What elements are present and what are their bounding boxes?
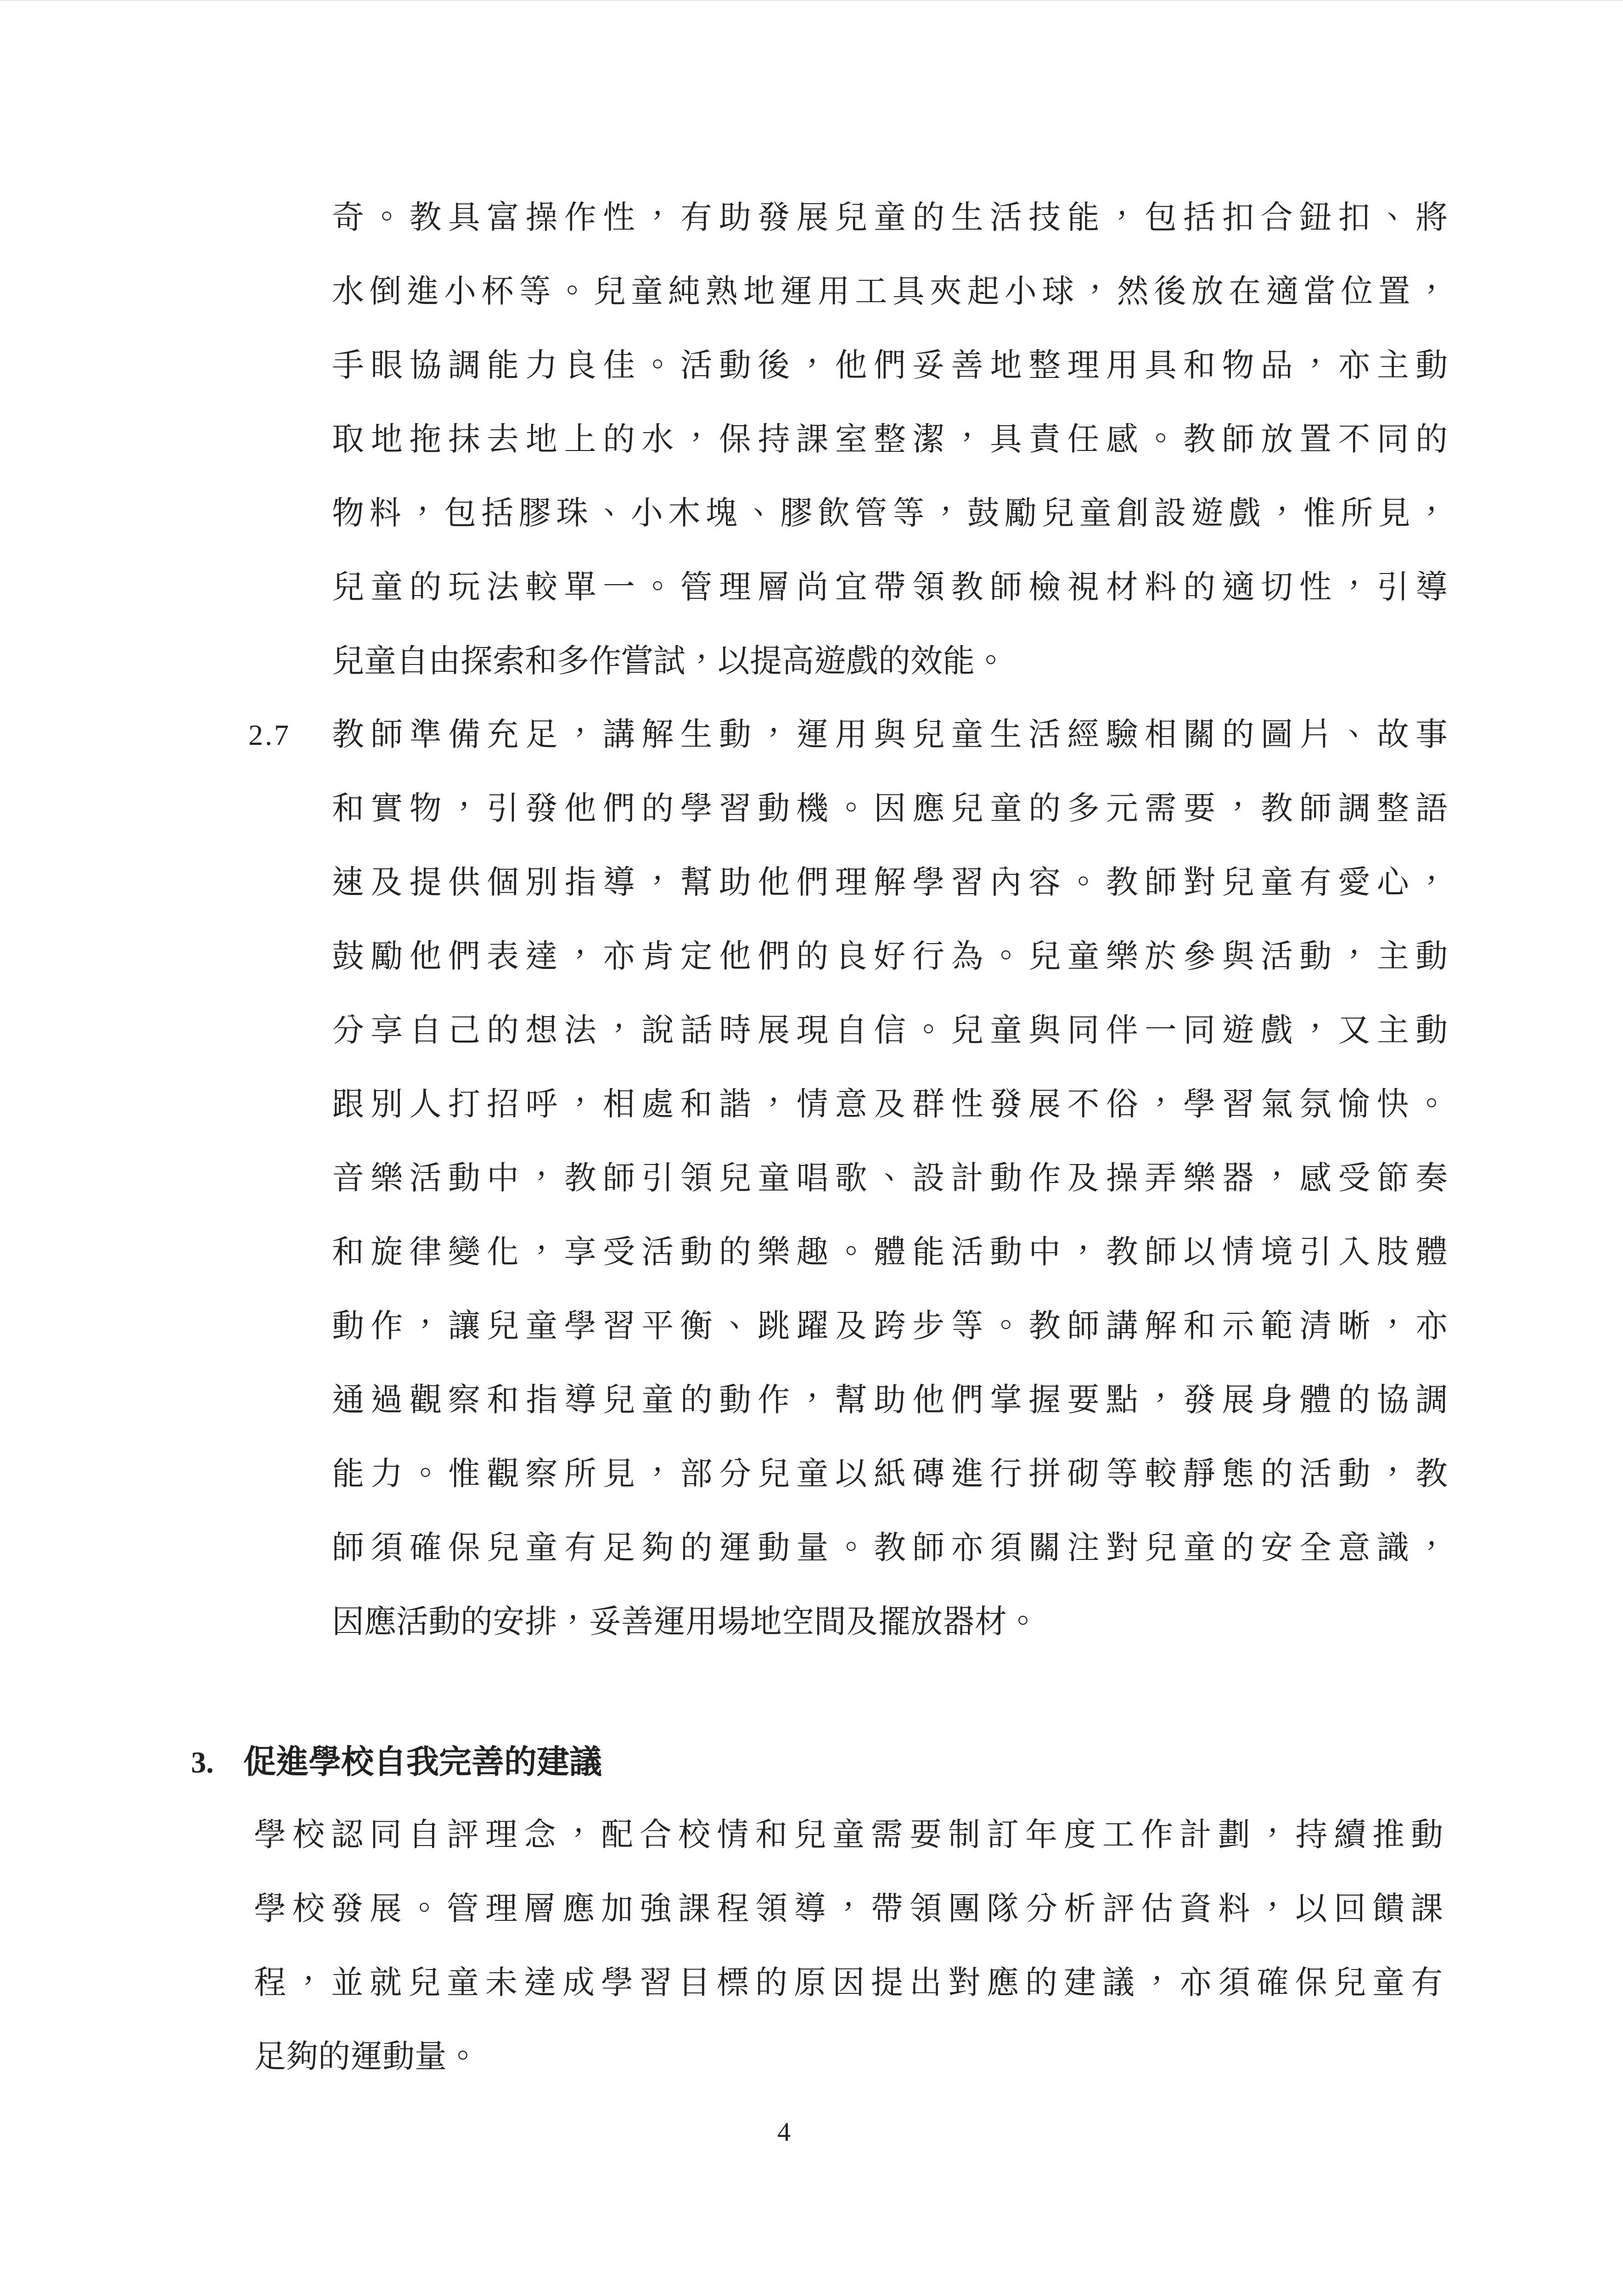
text-line: 水倒進小杯等。兒童純熟地運用工具夾起小球，然後放在適當位置， — [332, 274, 1448, 310]
text-line: 兒童的玩法較單一。管理層尚宜帶領教師檢視材料的適切性，引導 — [332, 570, 1448, 605]
paragraph-item-2-7 — [248, 698, 1448, 1659]
text-line: 物料，包括膠珠、小木塊、膠飲管等，鼓勵兒童創設遊戲，惟所見， — [332, 496, 1448, 531]
text-line: 師須確保兒童有足夠的運動量。教師亦須關注對兒童的安全意識， — [332, 1531, 1448, 1566]
text-line: 能力。惟觀察所見，部分兒童以紙磚進行拼砌等較靜態的活動，教 — [332, 1457, 1448, 1492]
section-3-paragraph — [254, 1798, 1443, 2094]
paragraph-2-6-continuation — [332, 181, 1448, 698]
text-line: 和旋律變化，享受活動的樂趣。體能活動中，教師以情境引入肢體 — [332, 1235, 1448, 1270]
text-line: 跟別人打招呼，相處和諧，情意及群性發展不俗，學習氣氛愉快。 — [332, 1087, 1448, 1122]
text-line: 分享自己的想法，說話時展現自信。兒童與同伴一同遊戲，又主動 — [332, 1013, 1448, 1048]
section-3-heading — [191, 1726, 1483, 1800]
text-line: 學校發展。管理層應加強課程領導，帶領團隊分析評估資料，以回饋課 — [254, 1891, 1443, 1927]
text-line: 音樂活動中，教師引領兒童唱歌、設計動作及操弄樂器，感受節奏 — [332, 1161, 1448, 1196]
text-line: 教師準備充足，講解生動，運用與兒童生活經驗相關的圖片、故事 — [332, 717, 1448, 753]
text-line: 足夠的運動量。 — [254, 2039, 479, 2075]
text-line: 取地拖抹去地上的水，保持課室整潔，具責任感。教師放置不同的 — [332, 422, 1448, 457]
text-line: 程，並就兒童未達成學習目標的原因提出對應的建議，亦須確保兒童有 — [254, 1965, 1443, 2001]
text-line: 兒童自由探索和多作嘗試，以提高遊戲的效能。 — [332, 644, 1007, 679]
text-line: 通過觀察和指導兒童的動作，幫助他們掌握要點，發展身體的協調 — [332, 1383, 1448, 1418]
item-number-2-7: 2.7 — [248, 719, 291, 751]
text-line: 速及提供個別指導，幫助他們理解學習內容。教師對兒童有愛心， — [332, 865, 1448, 900]
text-line: 鼓勵他們表達，亦肯定他們的良好行為。兒童樂於參與活動，主動 — [332, 939, 1448, 974]
section-3-title: 促進學校自我完善的建議 — [243, 1745, 602, 1780]
text-line: 因應活動的安排，妥善運用場地空間及擺放器材。 — [332, 1604, 1039, 1640]
text-line: 和實物，引發他們的學習動機。因應兒童的多元需要，教師調整語 — [332, 791, 1448, 827]
text-line: 奇。教具富操作性，有助發展兒童的生活技能，包括扣合鈕扣、將 — [332, 200, 1448, 236]
text-line: 學校認同自評理念，配合校情和兒童需要制訂年度工作計劃，持續推動 — [254, 1818, 1443, 1853]
text-line: 動作，讓兒童學習平衡、跳躍及跨步等。教師講解和示範清晰，亦 — [332, 1309, 1448, 1344]
page-number: 4 — [777, 2117, 791, 2147]
section-3-number: 3. — [191, 1746, 214, 1779]
text-line: 手眼協調能力良佳。活動後，他們妥善地整理用具和物品，亦主動 — [332, 348, 1448, 383]
